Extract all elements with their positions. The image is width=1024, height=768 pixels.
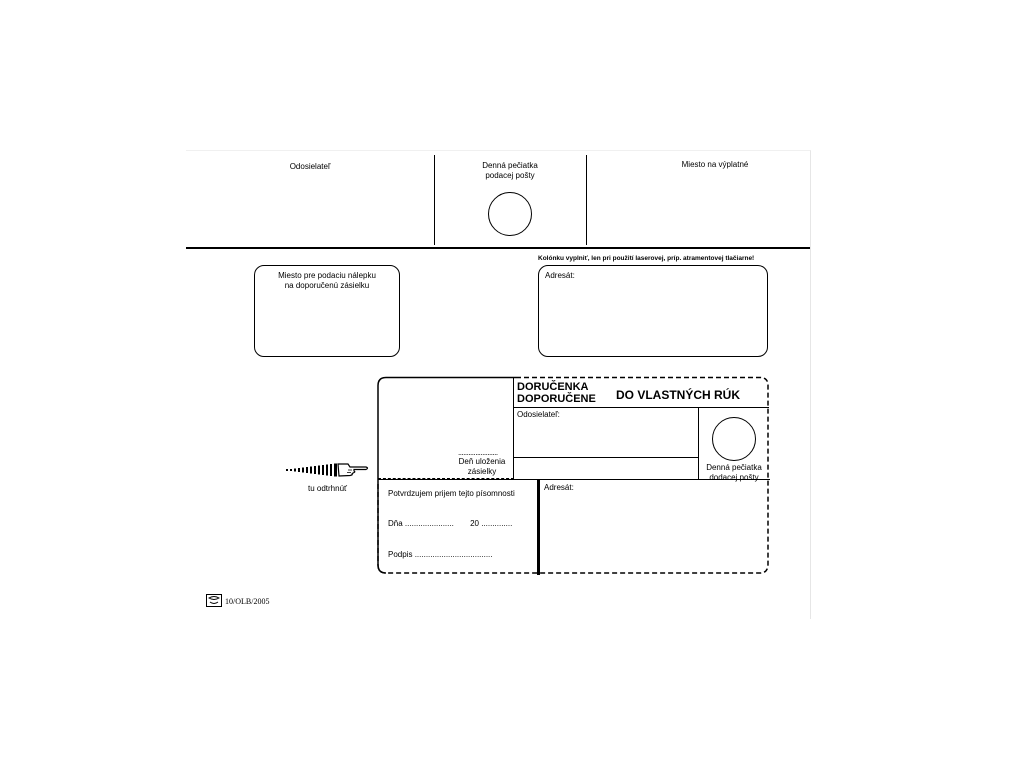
post-stamp-circle [488, 192, 532, 236]
date-row [388, 519, 512, 529]
address-label: Adresát: [545, 271, 575, 280]
tear-pointer-icon [286, 461, 370, 479]
receipt-subtitle: DO VLASTNÝCH RÚK [616, 388, 741, 402]
signature-label: Podpis [388, 550, 413, 559]
post-stamp-label-line2: podacej pošty [485, 171, 535, 180]
storage-label-line1: Deň uloženia [458, 457, 506, 466]
confirm-text: Potvrdzujem prijem tejto písomnosti [388, 489, 515, 498]
delivery-stamp-label [700, 463, 768, 483]
date-label: Dňa [388, 519, 403, 528]
receipt-bottom-divider-thick [537, 479, 540, 575]
delivery-stamp-label-line2: dodacej pošty [709, 473, 759, 482]
form-code: 10/OLB/2005 [225, 597, 270, 606]
sender-label: Odosielateľ [289, 162, 331, 171]
top-divider-left [434, 155, 435, 245]
postage-label: Miesto na výplatné [681, 160, 749, 169]
post-stamp-label [460, 161, 560, 181]
post-stamp-label-line1: Denná pečiatka [482, 161, 538, 170]
sticker-box-label [256, 271, 398, 291]
delivery-stamp-label-line1: Denná pečiatka [706, 463, 762, 472]
year-prefix: 20 [470, 519, 479, 528]
address-note: Kolónku vyplniť, len pri použití laserovej, príp. atramentovej tlačiarne! [538, 255, 755, 262]
storage-label-line2: zásielky [467, 467, 497, 476]
signature-row [388, 550, 493, 560]
tear-label: tu odtrhnúť [308, 484, 348, 493]
receipt-vertical-divider [513, 378, 514, 478]
receipt-addressee-label: Adresát: [544, 483, 574, 492]
sticker-box-label-line1: Miesto pre podaciu nálepku [278, 271, 376, 280]
top-divider-horizontal [186, 247, 810, 249]
delivery-stamp-circle [712, 417, 756, 461]
receipt-sender-label: Odosielateľ: [517, 410, 560, 419]
receipt-title [517, 381, 596, 405]
receipt-sender-box-bottom [513, 457, 699, 458]
sticker-box-label-line2: na doporučenú zásielku [284, 281, 370, 290]
receipt-title-line2: DOPORUČENE [517, 393, 596, 405]
date-dots: ...................... [404, 519, 454, 528]
storage-dots: ....................... [458, 448, 498, 457]
post-logo-icon [206, 594, 222, 607]
year-dots: .............. [481, 519, 513, 528]
signature-dots: ................................... [414, 550, 493, 559]
receipt-title-line [513, 407, 769, 408]
receipt-title-line1: DORUČENKA [517, 381, 589, 393]
top-divider-right [586, 155, 587, 245]
storage-label [452, 457, 512, 477]
receipt-sender-box-right [698, 407, 699, 479]
